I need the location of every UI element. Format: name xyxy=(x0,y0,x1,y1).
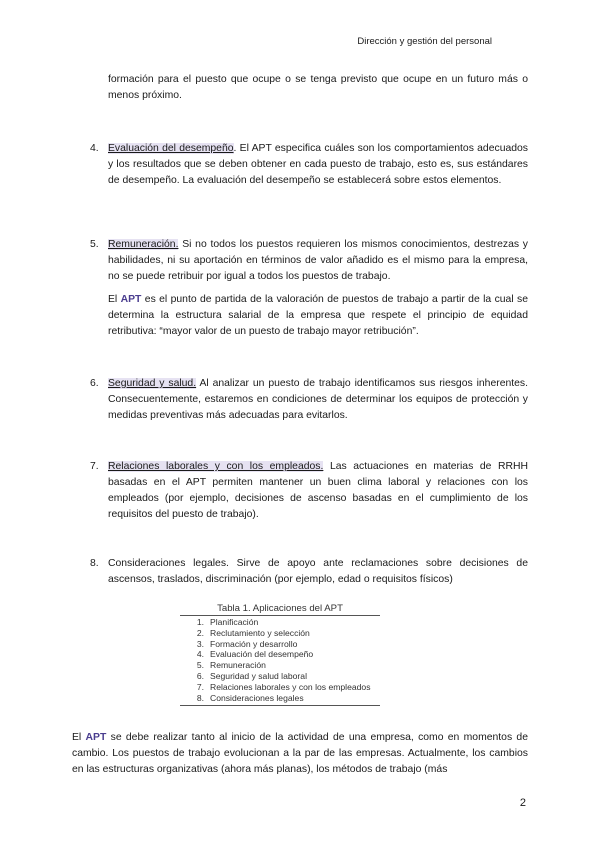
row-label: Seguridad y salud laboral xyxy=(210,670,307,681)
row-number: 6. xyxy=(196,670,204,681)
row-label: Remuneración xyxy=(210,660,266,671)
row-number: 1. xyxy=(196,617,204,627)
row-number: 2. xyxy=(196,627,204,638)
closing-text: se debe realizar tanto al inicio de la actividad de una empresa, como en momentos de cambio. Los puestos de trabajo evolucionan a la par de las empresas. Actualmente, los cambios en las estructuras organizativas (ahora más planas), los métodos de trabajo (más xyxy=(72,732,528,775)
item-heading: Evaluación del desempeño xyxy=(108,143,234,154)
item-heading: Relaciones laborales y con los empleados. xyxy=(108,461,324,472)
item-text: Si no todos los puestos requieren los mismos conocimientos, destrezas y habilidades, ni su aportación en términos de valor añadido es el mismo para la empresa, no se puede retribuir por igual a todos los puestos de trabajo. xyxy=(108,239,528,282)
sub-text: es el punto de partida de la valoración de puestos de trabajo a partir de la cual se determina la estructura salarial de la empresa que respete el principio de equidad retributiva: “mayor valor de un puesto de trabajo mayor retribución”. xyxy=(108,294,528,337)
page-number: 2 xyxy=(519,797,526,809)
item-paragraph xyxy=(108,556,528,588)
apt-acronym: APT xyxy=(85,732,107,743)
item-number: 4. xyxy=(90,143,99,154)
row-label: Evaluación del desempeño xyxy=(210,649,314,660)
row-label: Formación y desarrollo xyxy=(210,638,298,649)
table-row xyxy=(180,693,380,704)
table-row xyxy=(180,639,380,650)
table-title: Tabla 1. Aplicaciones del APT xyxy=(217,603,343,614)
table-row xyxy=(180,682,380,693)
item-paragraph xyxy=(108,237,528,285)
table-row xyxy=(180,649,380,660)
running-header: Dirección y gestión del personal xyxy=(357,36,492,47)
item-text: Consideraciones legales. Sirve de apoyo ante reclamaciones sobre decisiones de ascensos, traslados, discriminación (por ejemplo, edad o requisitos físicos) xyxy=(108,558,528,585)
apt-applications-table xyxy=(180,603,380,706)
row-number: 3. xyxy=(196,638,204,649)
row-number: 8. xyxy=(196,692,204,703)
item-subparagraph xyxy=(108,292,528,340)
item-paragraph xyxy=(108,376,528,424)
item-paragraph xyxy=(108,141,528,189)
table-body xyxy=(180,615,380,706)
row-label: Reclutamiento y selección xyxy=(210,627,310,638)
item-text: Las actuaciones en materias de RRHH basadas en el APT permiten mantener un buen clima laboral y relaciones con los empleados (por ejemplo, decisiones de ascenso basadas en el cumplimiento de los requisitos del puesto de trabajo). xyxy=(108,461,528,520)
closing-paragraph xyxy=(72,730,528,778)
row-number: 7. xyxy=(196,681,204,692)
item-heading: Seguridad y salud. xyxy=(108,378,197,389)
item-paragraph xyxy=(108,459,528,523)
table-row xyxy=(180,671,380,682)
table-row xyxy=(180,628,380,639)
row-number: 5. xyxy=(196,660,204,671)
item-number: 6. xyxy=(90,378,99,389)
table-row xyxy=(180,660,380,671)
item-number: 8. xyxy=(90,558,99,569)
item-number: 5. xyxy=(90,239,99,250)
sub-prefix: El xyxy=(108,294,121,305)
row-number: 4. xyxy=(196,649,204,660)
closing-prefix: El xyxy=(72,732,86,743)
item-number: 7. xyxy=(90,461,99,472)
row-label: Planificación xyxy=(210,617,259,627)
row-label: Relaciones laborales y con los empleados xyxy=(210,681,371,692)
item-text: Al analizar un puesto de trabajo identificamos sus riesgos inherentes. Consecuentemente, estaremos en condiciones de determinar los equipos de protección y medidas preventivas más adecuadas para evitarlos. xyxy=(108,378,528,421)
table-row xyxy=(180,617,380,628)
apt-acronym: APT xyxy=(120,294,142,305)
item-text: . El APT especifica cuáles son los comportamientos adecuados y los resultados que se deben obtener en cada puesto de trabajo, esto es, sus estándares de desempeño. La evaluación del desempeño se establecerá sobre estos elementos. xyxy=(108,143,528,186)
row-label: Consideraciones legales xyxy=(210,692,304,703)
item-heading: Remuneración. xyxy=(108,239,179,250)
intro-paragraph: formación para el puesto que ocupe o se tenga previsto que ocupe en un futuro más o menos próximo. xyxy=(108,74,528,101)
